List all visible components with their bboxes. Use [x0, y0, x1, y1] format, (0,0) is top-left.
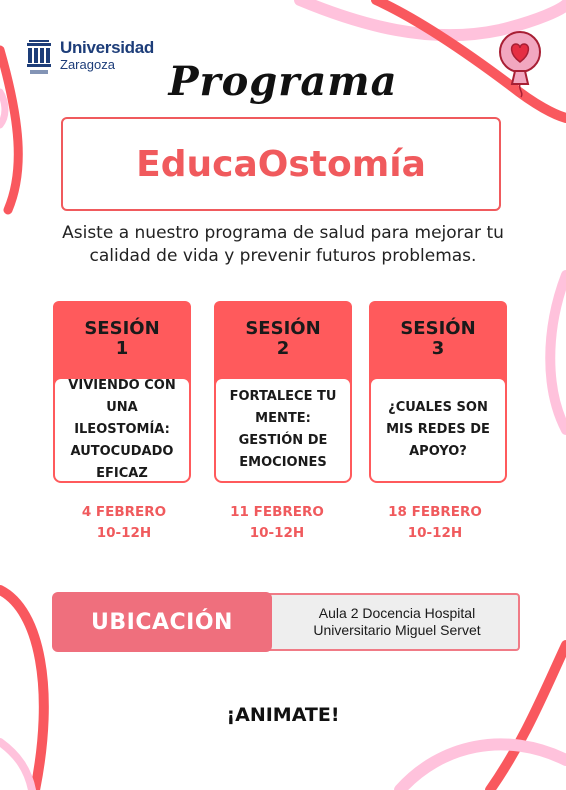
date-text: 11 FEBRERO: [230, 504, 324, 520]
call-to-action: ¡ANIMATE!: [226, 704, 340, 726]
address-line-1: Aula 2 Docencia Hospital: [318, 605, 476, 621]
time-text: 10-12H: [249, 525, 305, 541]
session-body: [53, 377, 191, 483]
session-number: 3: [431, 338, 445, 359]
logo-name: Universidad: [60, 38, 155, 57]
logo-city: Zaragoza: [60, 57, 115, 72]
intro-text: Asiste a nuestro programa de salud para mejorar tu calidad de vida y prevenir futuros problemas.: [62, 223, 504, 266]
session-card-3: [369, 301, 507, 484]
session-body: [214, 377, 352, 483]
session-topic: ¿CUALES SON MIS REDES DE APOYO?: [386, 400, 490, 459]
session-card-1: [53, 301, 191, 484]
time-text: 10-12H: [96, 525, 152, 541]
session-number: 1: [115, 338, 129, 359]
page-title: Programa: [168, 58, 398, 105]
session-number: 2: [276, 338, 290, 359]
session-topic: FORTALECE TU MENTE: GESTIÓN DE EMOCIONES: [229, 389, 337, 470]
address-line-2: Universitario Miguel Servet: [313, 622, 481, 638]
date-text: 18 FEBRERO: [388, 504, 482, 520]
program-name-box: [61, 117, 501, 211]
location-address: [252, 593, 520, 651]
session-date-3: [365, 502, 505, 544]
session-date-1: [54, 502, 194, 544]
date-text: 4 FEBRERO: [81, 504, 167, 520]
location-label: UBICACIÓN: [52, 592, 272, 652]
session-body: [369, 377, 507, 483]
session-topic: VIVIENDO CON UNA ILEOSTOMÍA: AUTOCUDADO EFICAZ: [68, 378, 176, 481]
session-label: SESIÓN: [84, 318, 160, 339]
session-date-2: [207, 502, 347, 544]
session-label: SESIÓN: [400, 318, 476, 339]
program-name: EducaOstomía: [136, 143, 426, 185]
session-label: SESIÓN: [245, 318, 321, 339]
location-bar: [52, 592, 520, 652]
session-card-2: [214, 301, 352, 484]
time-text: 10-12H: [407, 525, 463, 541]
